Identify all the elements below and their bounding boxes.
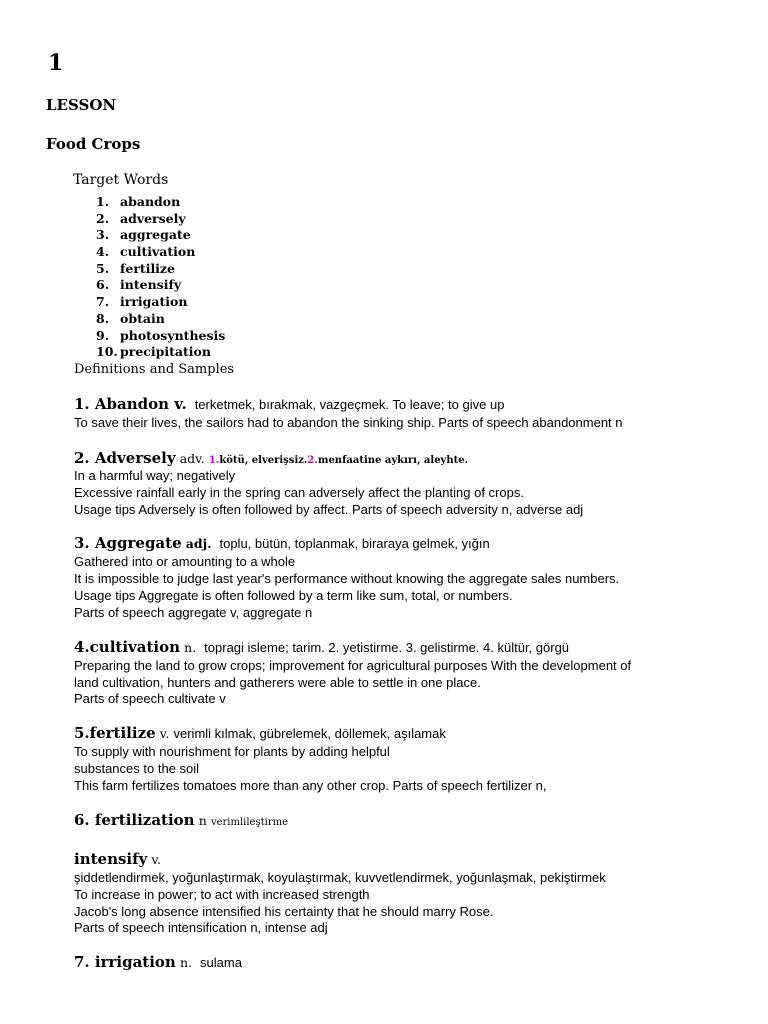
lesson-number: 1 <box>48 50 64 76</box>
entry-aggregate-parts: Parts of speech aggregate v, aggregate n <box>74 605 313 620</box>
entry-aggregate-head: 3. Aggregate adj. toplu, bütün, toplanmak, biraraya gelmek, yığın <box>74 534 490 552</box>
entry-cultivation-parts: Parts of speech cultivate v <box>74 691 226 706</box>
entry-cultivation-line2: land cultivation, hunters and gatherers were able to settle in one place. <box>74 675 481 690</box>
entry-adversely-definition: In a harmful way; negatively <box>74 468 236 483</box>
entry-adversely-sample: Excessive rainfall early in the spring can adversely affect the planting of crops. <box>74 485 524 500</box>
lesson-label: LESSON <box>46 96 117 114</box>
list-item: 8. obtain <box>96 310 165 326</box>
list-item: 5. fertilize <box>96 260 175 276</box>
definitions-heading: Definitions and Samples <box>74 362 235 377</box>
entry-cultivation-line1: Preparing the land to grow crops; improvement for agricultural purposes With the development of <box>74 658 632 673</box>
entry-adversely-usage: Usage tips Adversely is often followed by affect. Parts of speech adversity n, adverse adj <box>74 502 584 517</box>
target-words-heading: Target Words <box>73 172 169 188</box>
list-item: 1. abandon <box>96 194 181 209</box>
list-item: 2. adversely <box>96 210 186 226</box>
entry-aggregate-definition: Gathered into or amounting to a whole <box>74 554 296 569</box>
list-item: 3. aggregate <box>96 227 191 243</box>
lesson-title: Food Crops <box>46 135 141 153</box>
entry-fertilize-head: 5.fertilize v. verimli kılmak, gübrelemek, döllemek, aşılamak <box>74 724 446 742</box>
entry-irrigation-head: 7. irrigation n. sulama <box>74 953 242 971</box>
entry-fertilize-line1: To supply with nourishment for plants by adding helpful <box>74 744 390 759</box>
entry-aggregate-usage: Usage tips Aggregate is often followed by a term like sum, total, or numbers. <box>74 588 513 603</box>
entry-abandon-head: 1. Abandon v. terketmek, bırakmak, vazgeçmek. To leave; to give up <box>74 395 505 413</box>
entry-aggregate-sample: It is impossible to judge last year's performance without knowing the aggregate sales numbers. <box>74 571 620 586</box>
entry-intensify-head: intensify v. <box>74 850 161 868</box>
entry-intensify-parts: Parts of speech intensification n, intense adj <box>74 920 328 935</box>
entry-intensify-definition: To increase in power; to act with increased strength <box>74 887 370 902</box>
entry-adversely-head: 2. Adversely adv. 1.kötü, elverişsiz.2.menfaatine aykırı, aleyhte. <box>74 449 469 467</box>
entry-abandon-sample: To save their lives, the sailors had to abandon the sinking ship. Parts of speech abandonment n <box>74 415 623 430</box>
entry-intensify-turkish: şiddetlendirmek, yoğunlaştırmak, koyulaştırmak, kuvvetlendirmek, yoğunlaşmak, pekiştirmek <box>74 870 606 885</box>
list-item: 7. irrigation <box>96 294 188 310</box>
entry-intensify-sample: Jacob's long absence intensified his certainty that he should marry Rose. <box>74 904 494 919</box>
list-item: 10. precipitation <box>96 344 211 360</box>
target-words-list <box>96 194 225 361</box>
list-item: 9. photosynthesis <box>96 327 226 343</box>
entry-fertilize-sample: This farm fertilizes tomatoes more than any other crop. Parts of speech fertilizer n, <box>74 778 547 793</box>
entry-fertilize-line2: substances to the soil <box>74 761 200 776</box>
entry-cultivation-head: 4.cultivation n. topragi isleme; tarim. 2. yetistirme. 3. gelistirme. 4. kültür, görgü <box>74 638 570 656</box>
entry-fertilization-head: 6. fertilization n verimlileştirme <box>74 811 289 829</box>
list-item: 6. intensify <box>96 277 182 293</box>
list-item: 4. cultivation <box>96 244 196 260</box>
